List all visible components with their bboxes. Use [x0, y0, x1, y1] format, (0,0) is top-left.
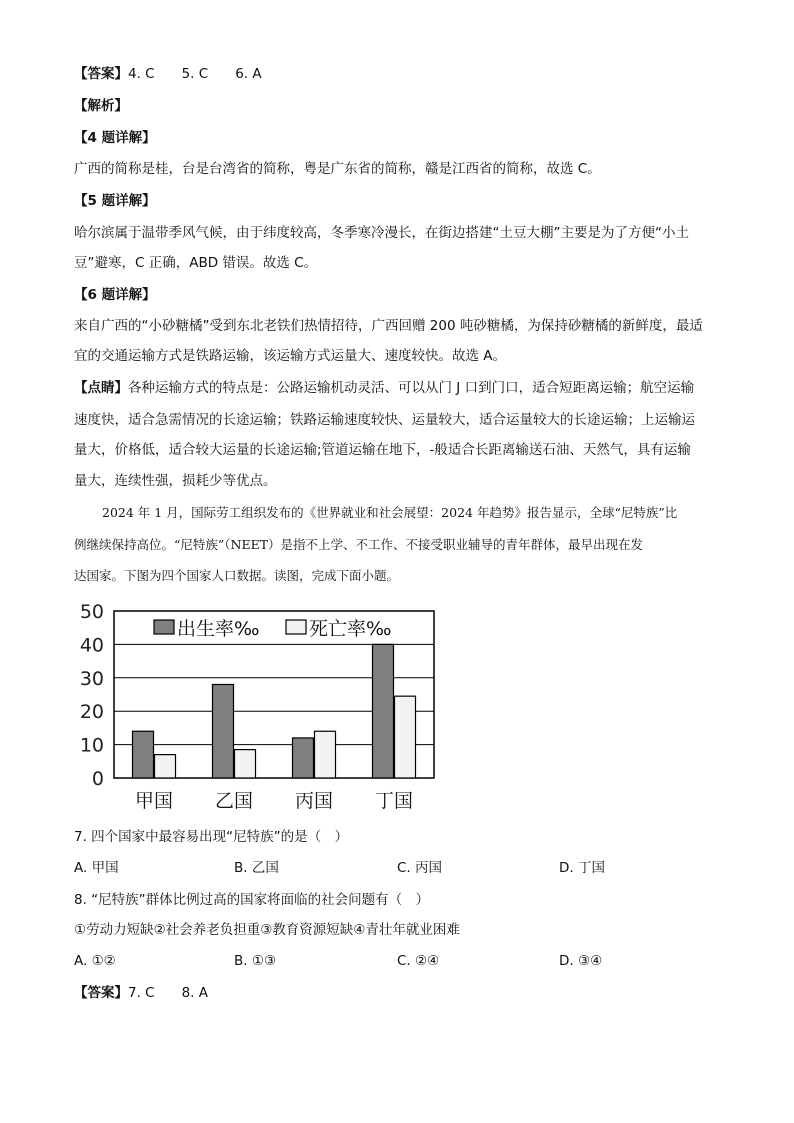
q4-heading: 【4 题详解】: [74, 130, 156, 146]
y-tick-label: 0: [91, 768, 104, 790]
answer-text: 4. C 5. C 6. A: [128, 66, 262, 82]
y-tick-label: 40: [79, 634, 104, 657]
tip-line-2: 速度快，适合急需情况的长途运输；铁路运输速度较快、运量较大，适合运量较大的长途运输；上运输运: [74, 412, 695, 428]
bar-birth-rate: [293, 738, 314, 778]
q8-option-c[interactable]: C. ②④: [397, 953, 440, 969]
bar-birth-rate: [373, 644, 394, 778]
q7-option-d[interactable]: D. 丁国: [559, 860, 605, 876]
bar-death-rate: [235, 750, 256, 778]
x-category-label: 丁国: [374, 790, 414, 812]
tip-text-1: 各种运输方式的特点是：公路运输机动灵活、可以从门 J 口到门口，适合短距离运输；航空运输: [128, 380, 695, 396]
q7-stem: 7. 四个国家中最容易出现“尼特族”的是（ ）: [74, 829, 349, 845]
q5-heading: 【5 题详解】: [74, 193, 156, 209]
bar-birth-rate: [213, 684, 234, 778]
q7-option-c[interactable]: C. 丙国: [397, 860, 443, 876]
bar-death-rate: [395, 696, 416, 778]
y-tick-label: 50: [79, 601, 104, 623]
x-category-label: 甲国: [134, 790, 174, 812]
intro-line-1: 2024 年 1 月，国际劳工组织发布的《世界就业和社会展望：2024 年趋势》报告显示，全球“尼特族”比: [102, 505, 678, 520]
q6-explanation-line-2: 宜的交通运输方式是铁路运输，该运输方式运量大、速度较快。故选 A。: [74, 348, 507, 364]
intro-line-2: 例继续保持高位。“尼特族”（NEET）是指不上学、不工作、不接受职业辅导的青年群体，最早出现在发: [74, 537, 644, 552]
tip-line-1: [74, 378, 694, 398]
answer-text-2: 7. C 8. A: [128, 985, 209, 1001]
legend-label: 出生率‰: [177, 618, 260, 640]
answer-line-1: [74, 64, 262, 84]
q6-explanation-line-1: 来自广西的“小砂糖橘”受到东北老铁们热情招待，广西回赠 200 吨砂糖橘，为保持砂糖橘的新鲜度，最适: [74, 318, 703, 334]
x-category-label: 丙国: [294, 790, 334, 812]
y-tick-label: 10: [79, 734, 104, 757]
population-bar-chart: [74, 598, 444, 818]
answer-tag: 【答案】: [74, 66, 128, 82]
y-tick-label: 20: [79, 701, 104, 724]
q8-stem: 8. “尼特族”群体比例过高的国家将面临的社会问题有（ ）: [74, 892, 430, 908]
legend-label: 死亡率‰: [309, 618, 392, 640]
q7-option-a[interactable]: A. 甲国: [74, 860, 119, 876]
answer-tag-2: 【答案】: [74, 985, 128, 1001]
answer-line-2: [74, 983, 208, 1003]
q8-option-d[interactable]: D. ③④: [559, 953, 603, 969]
analysis-tag: 【解析】: [74, 98, 128, 114]
tip-tag: 【点睛】: [74, 380, 128, 396]
q4-explanation: 广西的简称是桂，台是台湾省的简称，粤是广东省的简称，赣是江西省的简称，故选 C。: [74, 161, 601, 177]
tip-line-4: 量大，连续性强，损耗少等优点。: [74, 473, 277, 489]
tip-line-3: 量大，价格低，适合较大运量的长途运输;管道运输在地下，-般适合长距离输送石油、天然气，具有运输: [74, 442, 691, 458]
bar-birth-rate: [133, 731, 154, 778]
bar-death-rate: [155, 755, 176, 778]
q5-explanation-line-1: 哈尔滨属于温带季风气候，由于纬度较高，冬季寒冷漫长，在街边搭建“土豆大棚”主要是为了方便“小土: [74, 225, 689, 241]
q6-heading: 【6 题详解】: [74, 287, 156, 303]
q8-option-b[interactable]: B. ①③: [234, 953, 277, 969]
q5-explanation-line-2: 豆”避寒，C 正确，ABD 错误。故选 C。: [74, 255, 318, 271]
intro-line-3: 达国家。下图为四个国家人口数据。读图，完成下面小题。: [74, 568, 400, 583]
bar-death-rate: [315, 731, 336, 778]
q8-items: ①劳动力短缺②社会养老负担重③教育资源短缺④青壮年就业困难: [74, 922, 460, 938]
legend-swatch: [286, 620, 306, 634]
legend-swatch: [154, 620, 174, 634]
q8-option-a[interactable]: A. ①②: [74, 953, 116, 969]
y-tick-label: 30: [79, 667, 104, 690]
x-category-label: 乙国: [214, 790, 254, 812]
q7-option-b[interactable]: B. 乙国: [234, 860, 279, 876]
